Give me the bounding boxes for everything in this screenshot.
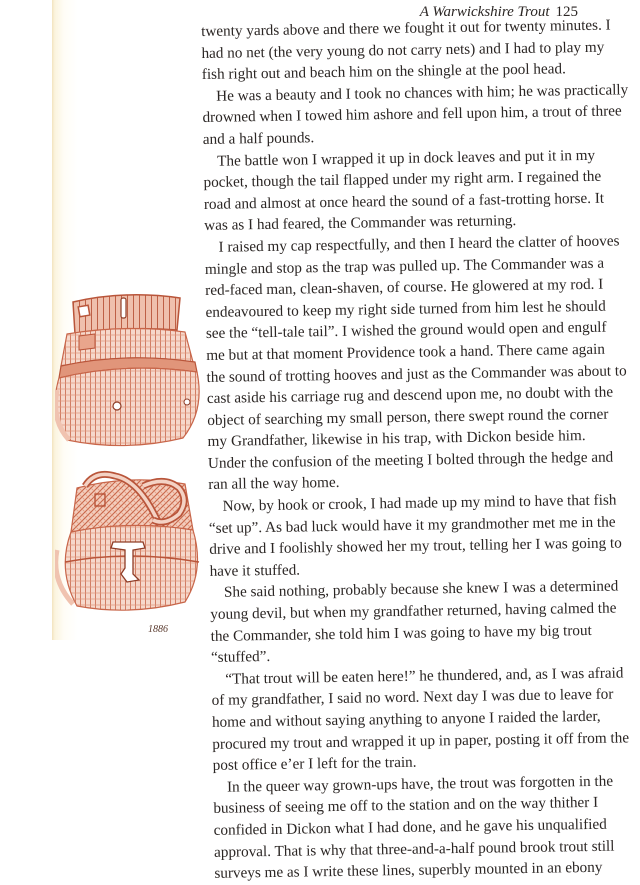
text-line: “set up”. As bad luck would have it my grandmother met me in the [208,513,616,537]
page-number: 125 [555,4,578,20]
text-line: of my grandfather, I said no word. Next day I was due to leave for [211,686,614,710]
text-line: twenty yards above and there we fought it out for twenty minutes. I [201,16,611,40]
text-line: “stuffed”. [210,648,271,667]
text-line: and a half pounds. [202,129,315,148]
text-line: the sound of trotting hooves and just as the Commander was about to [206,361,627,386]
text-line: business of seeing me off to the station and on the way thither I [213,794,599,818]
text-line: He was a beauty and I took no chances with him; he was practically [216,81,629,105]
text-line: She said nothing, probably because she knew I was a determined [223,577,619,602]
chapter-title: A Warwickshire Trout [419,4,550,20]
text-line: the Commander, she told him I was going to have my big trout [210,621,592,645]
text-line: procured my trout and wrapped it up in paper, posting it off from the [212,728,630,753]
text-line: young devil, but when my grandfather returned, having calmed the [210,599,617,623]
text-line: cast aside his carriage rug and descend upon me, no doubt with the [206,383,614,408]
text-line: pocket, though the tail flapped under my right arm. I regained the [203,167,602,192]
text-line: approval. That is why that three-and-a-half pound brook trout still [213,837,615,861]
text-line: home and without saying anything to anyone I raided the larder, [211,707,601,731]
text-line: post office e’er I left for the train. [212,753,417,775]
open-creel-basket-illustration [55,290,205,450]
text-line: had no net (the very young do not carry nets) and I had to play my [201,38,605,62]
text-line: object of searching my small person, there swept round the corner [207,405,609,429]
text-line: see the “tell-tale tail”. I wished the ground would open and engulf [205,318,607,343]
left-margin [0,0,53,640]
creel-basket-strap-icon [55,470,205,620]
body-text [201,15,630,885]
illustration-caption: 1886 [148,624,168,635]
text-line: road and almost at once heard the sound of a fast-trotting horse. It [203,189,605,213]
text-line: drowned when I towed him ashore and fell upon him, a trout of three [202,102,622,127]
strapped-creel-basket-illustration [55,470,205,620]
text-line: drive and I foolishly showed her my trout, telling her I was going to [209,534,622,559]
text-line: my Grandfather, likewise in his trap, with Dickon beside him. [207,427,586,451]
text-line: me but at that moment Providence took a hand. There came again [206,340,606,364]
text-line: red-faced man, clean-shaven, of course. He glowered at my rod. I [205,275,604,300]
text-line: mingle and stop as the trap was pulled up. The Commander was a [204,254,605,278]
text-line: fish right out and beach him on the shingle at the pool head. [201,60,566,84]
text-line: have it stuffed. [209,561,301,580]
creel-basket-icon [55,290,205,450]
text-line: surveys me as I write these lines, superbly mounted in an ebony [214,858,603,883]
text-line: “That trout will be eaten here!” he thundered, and, as I was afraid [225,664,624,688]
text-line: ran all the way home. [208,474,340,494]
text-line: was as I had feared, the Commander was returning. [204,212,517,235]
text-line: confided in Dickon what I had done, and he gave his unqualified [213,815,607,839]
text-line: I raised my cap respectfully, and then I heard the clatter of hooves [218,232,620,256]
text-line: In the queer way grown-ups have, the trout was forgotten in the [226,772,614,796]
text-line: endeavoured to keep my right side turned from him lest he should [205,297,606,321]
text-line: The battle won I wrapped it up in dock leaves and put it in my [217,146,596,170]
text-line: Now, by hook or crook, I had made up my mind to have that fish [222,491,617,515]
text-line: Under the confusion of the meeting I bolted through the hedge and [207,448,614,472]
